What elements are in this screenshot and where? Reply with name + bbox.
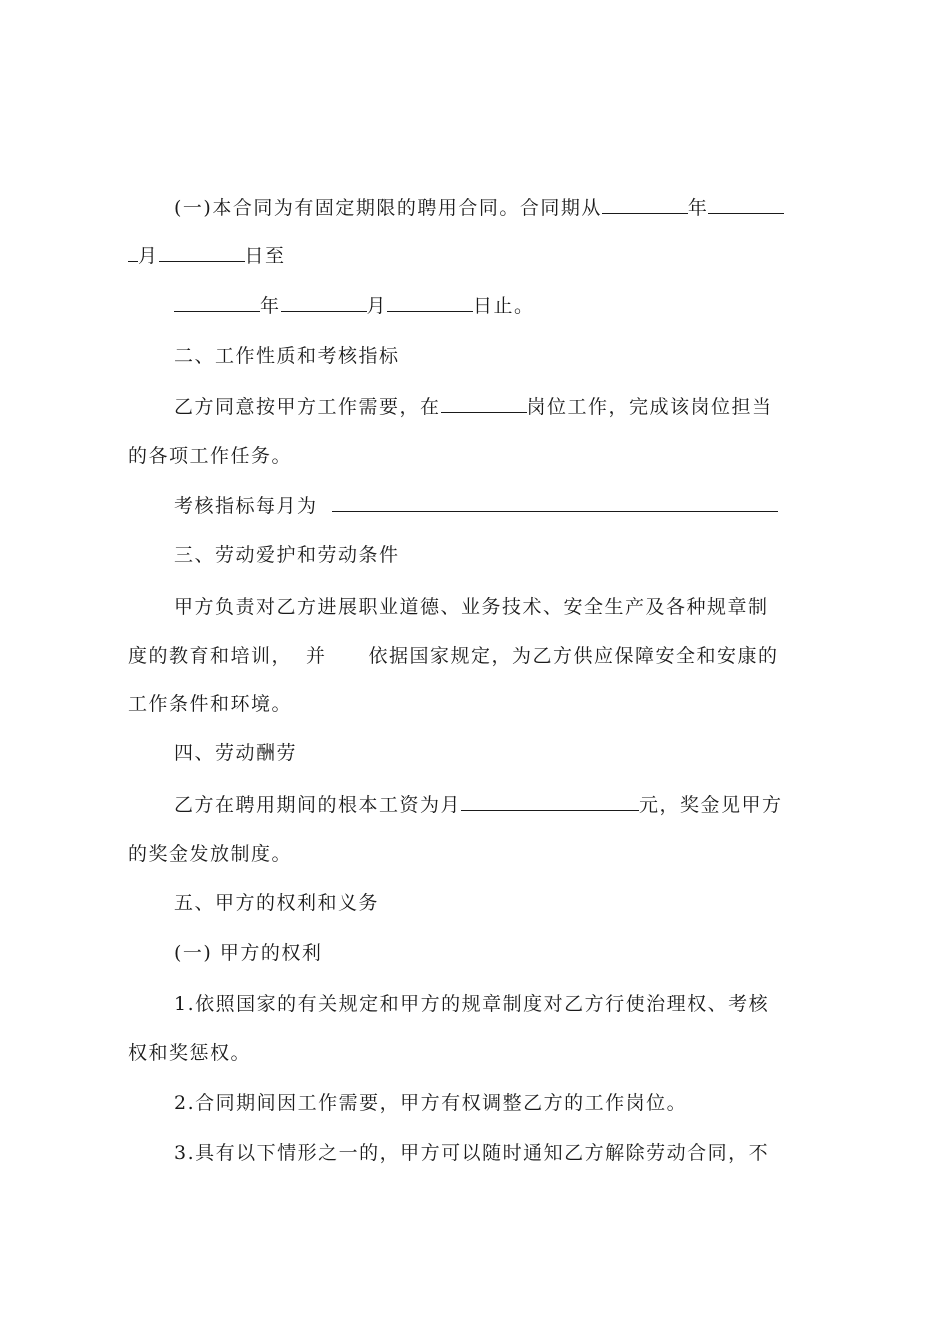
blank-start-month[interactable] (708, 195, 784, 214)
blank-end-day[interactable] (387, 293, 473, 312)
rights-item-1-line-2: 权和奖惩权。 (128, 1042, 252, 1064)
section-4-heading: 四、劳动酬劳 (174, 742, 298, 764)
section-3-heading: 三、劳动爱护和劳动条件 (174, 544, 400, 566)
section-5-subheading-rights: (一) 甲方的权利 (174, 942, 323, 964)
contract-term-line-1: (一)本合同为有固定期限的聘用合同。合同期从 年 (174, 195, 832, 221)
blank-end-year[interactable] (174, 293, 260, 312)
blank-start-day[interactable] (159, 243, 245, 262)
section-3-paragraph-line-2: 度的教育和培训， 并 依据国家规定，为乙方供应保障安全和安康的 (128, 645, 779, 667)
section-4-paragraph-line-1: 乙方在聘用期间的根本工资为月 元，奖金见甲方 (174, 794, 783, 816)
contract-term-line-2: 月 日至 (128, 243, 832, 269)
rights-item-1-line-1: 1.依照国家的有关规定和甲方的规章制度对乙方行使治理权、考核 (174, 993, 770, 1015)
section-3-paragraph-line-3: 工作条件和环境。 (128, 693, 293, 715)
section-2-paragraph-1-line-1: 乙方同意按甲方工作需要，在 岗位工作，完成该岗位担当 (174, 396, 773, 418)
rights-item-3-line-1: 3.具有以下情形之一的，甲方可以随时通知乙方解除劳动合同，不 (174, 1142, 770, 1164)
rights-item-2: 2.合同期间因工作需要，甲方有权调整乙方的工作岗位。 (174, 1092, 688, 1114)
blank-position[interactable] (441, 394, 527, 413)
section-2-heading: 二、工作性质和考核指标 (174, 345, 400, 367)
blank-start-month-cont[interactable] (128, 243, 138, 262)
section-2-paragraph-2: 考核指标每月为 (174, 493, 832, 519)
section-3-paragraph-line-1: 甲方负责对乙方进展职业道德、业务技术、安全生产及各种规章制 (174, 596, 769, 618)
section-2-paragraph-1-line-2: 的各项工作任务。 (128, 445, 293, 467)
section-5-heading: 五、甲方的权利和义务 (174, 892, 380, 914)
blank-base-salary[interactable] (461, 792, 639, 811)
contract-term-line-3: 年 月 日止。 (174, 293, 832, 319)
blank-start-year[interactable] (602, 195, 688, 214)
blank-end-month[interactable] (281, 293, 367, 312)
section-4-paragraph-line-2: 的奖金发放制度。 (128, 843, 293, 865)
blank-monthly-target[interactable] (332, 493, 778, 512)
